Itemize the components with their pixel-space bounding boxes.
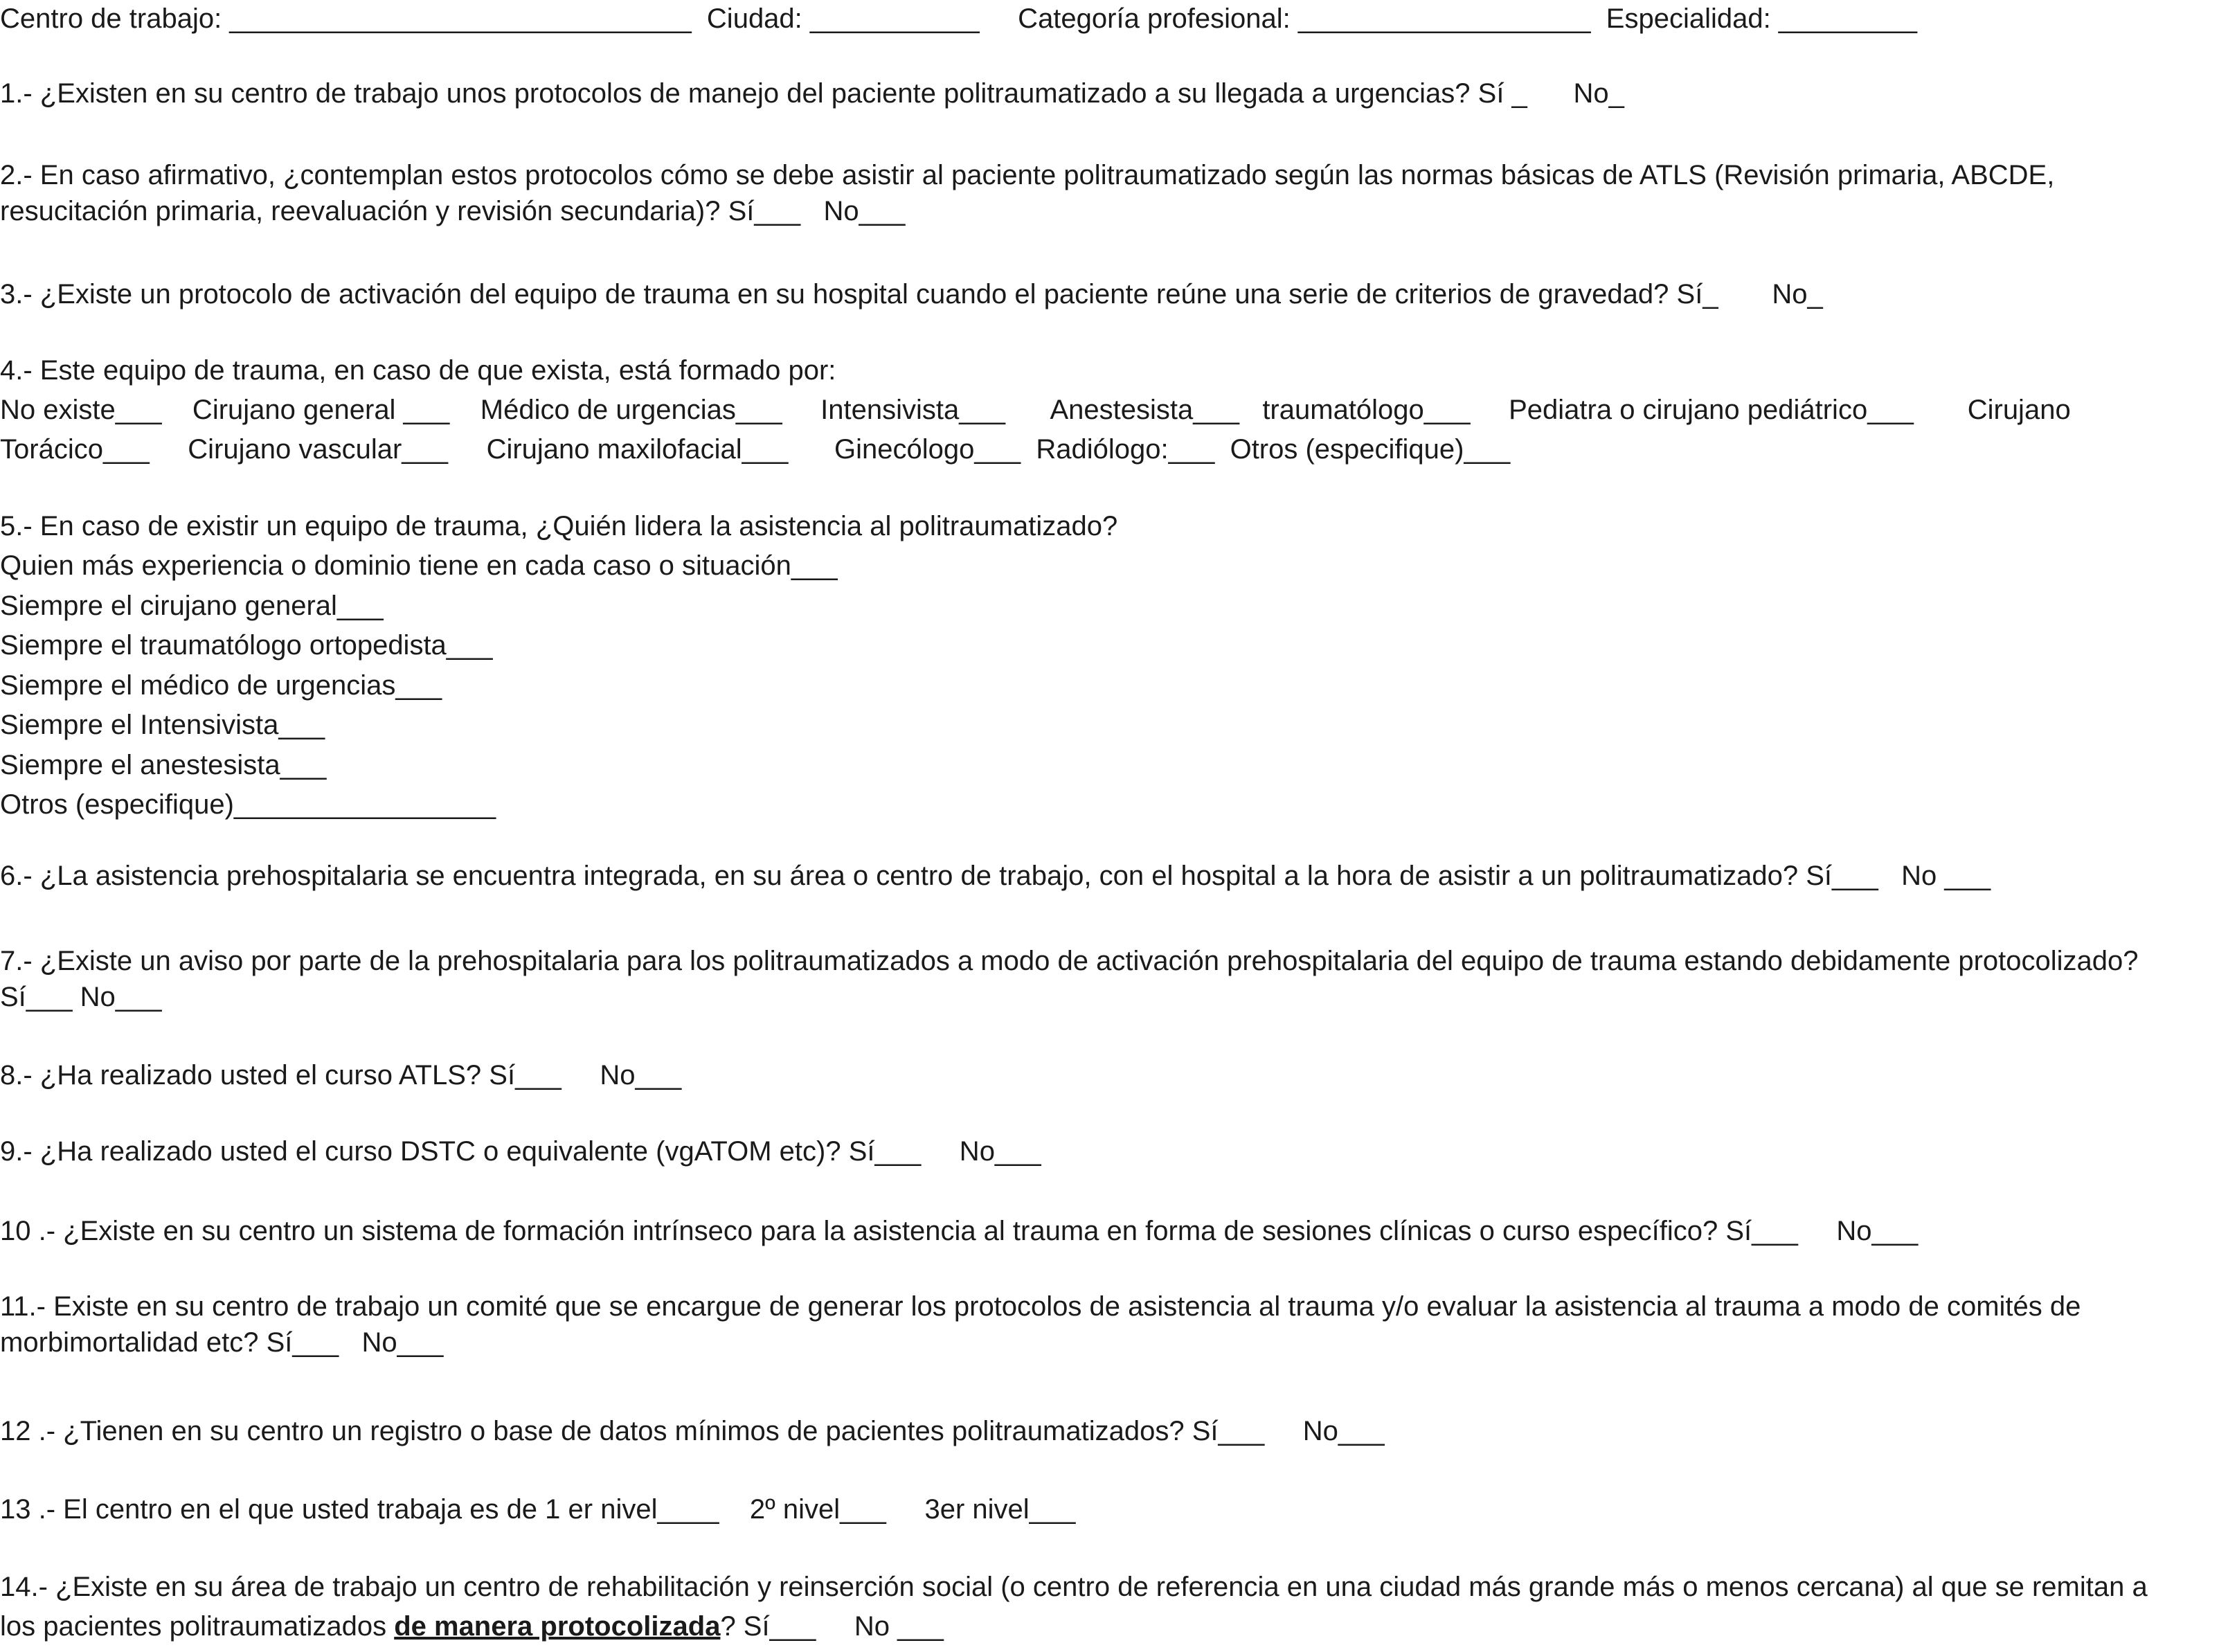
question-5-option: Siempre el cirujano general___ [0,591,384,621]
question-7-line-1: 7.- ¿Existe un aviso por parte de la prehospitalaria para los politraumatizados a modo de activación prehospitalaria del equipo de trauma estando debidamente protocolizado? [0,946,2139,976]
question-5-option: Siempre el médico de urgencias___ [0,670,442,701]
question-5-title: 5.- En caso de existir un equipo de trauma, ¿Quién lidera la asistencia al politraumatizado? [0,511,1118,541]
question-5-option: Otros (especifique)_________________ [0,789,496,820]
question-5-option: Quien más experiencia o dominio tiene en cada caso o situación___ [0,550,838,581]
question-7-line-2: Sí___ No___ [0,982,162,1012]
question-2-line-1: 2.- En caso afirmativo, ¿contemplan estos protocolos cómo se debe asistir al paciente politraumatizado según las normas básicas de ATLS (Revisión primaria, ABCDE, [0,160,2055,190]
question-5-option: Siempre el anestesista___ [0,750,327,780]
question-13: 13 .- El centro en el que usted trabaja es de 1 er nivel____ 2º nivel___ 3er nivel___ [0,1494,1076,1525]
question-14-text-before: los pacientes politraumatizados [0,1611,395,1642]
question-12: 12 .- ¿Tienen en su centro un registro o base de datos mínimos de pacientes politraumatizados? Sí___ No___ [0,1416,1385,1446]
question-11-line-2: morbimortalidad etc? Sí___ No___ [0,1327,444,1358]
question-2-line-2: resucitación primaria, reevaluación y revisión secundaria)? Sí___ No___ [0,196,906,226]
question-14-text-after: ? Sí___ No ___ [720,1611,944,1642]
question-11-line-1: 11.- Existe en su centro de trabajo un comité que se encargue de generar los protocolos de asistencia al trauma y/o evaluar la asistencia al trauma a modo de comités de [0,1291,2081,1322]
question-8: 8.- ¿Ha realizado usted el curso ATLS? Sí___ No___ [0,1060,682,1090]
question-9: 9.- ¿Ha realizado usted el curso DSTC o equivalente (vgATOM etc)? Sí___ No___ [0,1136,1041,1167]
question-14-line-1: 14.- ¿Existe en su área de trabajo un centro de rehabilitación y reinserción social (o centro de referencia en una ciudad más grande más o menos cercana) al que se remitan a [0,1572,2148,1602]
question-4-options-1: No existe___ Cirujano general ___ Médico de urgencias___ Intensivista___ Anestesista___ traumatólogo___ Pediatra o cirujano pediátrico___ Cirujano [0,395,2071,425]
question-6: 6.- ¿La asistencia prehospitalaria se encuentra integrada, en su área o centro de trabajo, con el hospital a la hora de asistir a un politraumatizado? Sí___ No ___ [0,861,1991,891]
question-1: 1.- ¿Existen en su centro de trabajo unos protocolos de manejo del paciente politraumatizado a su llegada a urgencias? Sí _ No_ [0,78,1624,109]
header-fields: Centro de trabajo: ______________________________ Ciudad: ___________ Categoría profesional: ___________________ Especialidad: _________ [0,3,1918,34]
question-10: 10 .- ¿Existe en su centro un sistema de formación intrínseco para la asistencia al trauma en forma de sesiones clínicas o curso específico? Sí___ No___ [0,1216,1919,1246]
question-5-option: Siempre el traumatólogo ortopedista___ [0,630,493,661]
question-4-title: 4.- Este equipo de trauma, en caso de que exista, está formado por: [0,355,836,386]
emphasized-phrase: de manera protocolizada [394,1611,721,1642]
question-3: 3.- ¿Existe un protocolo de activación del equipo de trauma en su hospital cuando el paciente reúne una serie de criterios de gravedad? Sí_ No_ [0,279,1823,309]
question-5-option: Siempre el Intensivista___ [0,710,325,740]
question-4-options-2: Torácico___ Cirujano vascular___ Cirujano maxilofacial___ Ginecólogo___ Radiólogo:___ Otros (especifique)___ [0,434,1511,465]
question-14-line-2 [0,1609,944,1644]
